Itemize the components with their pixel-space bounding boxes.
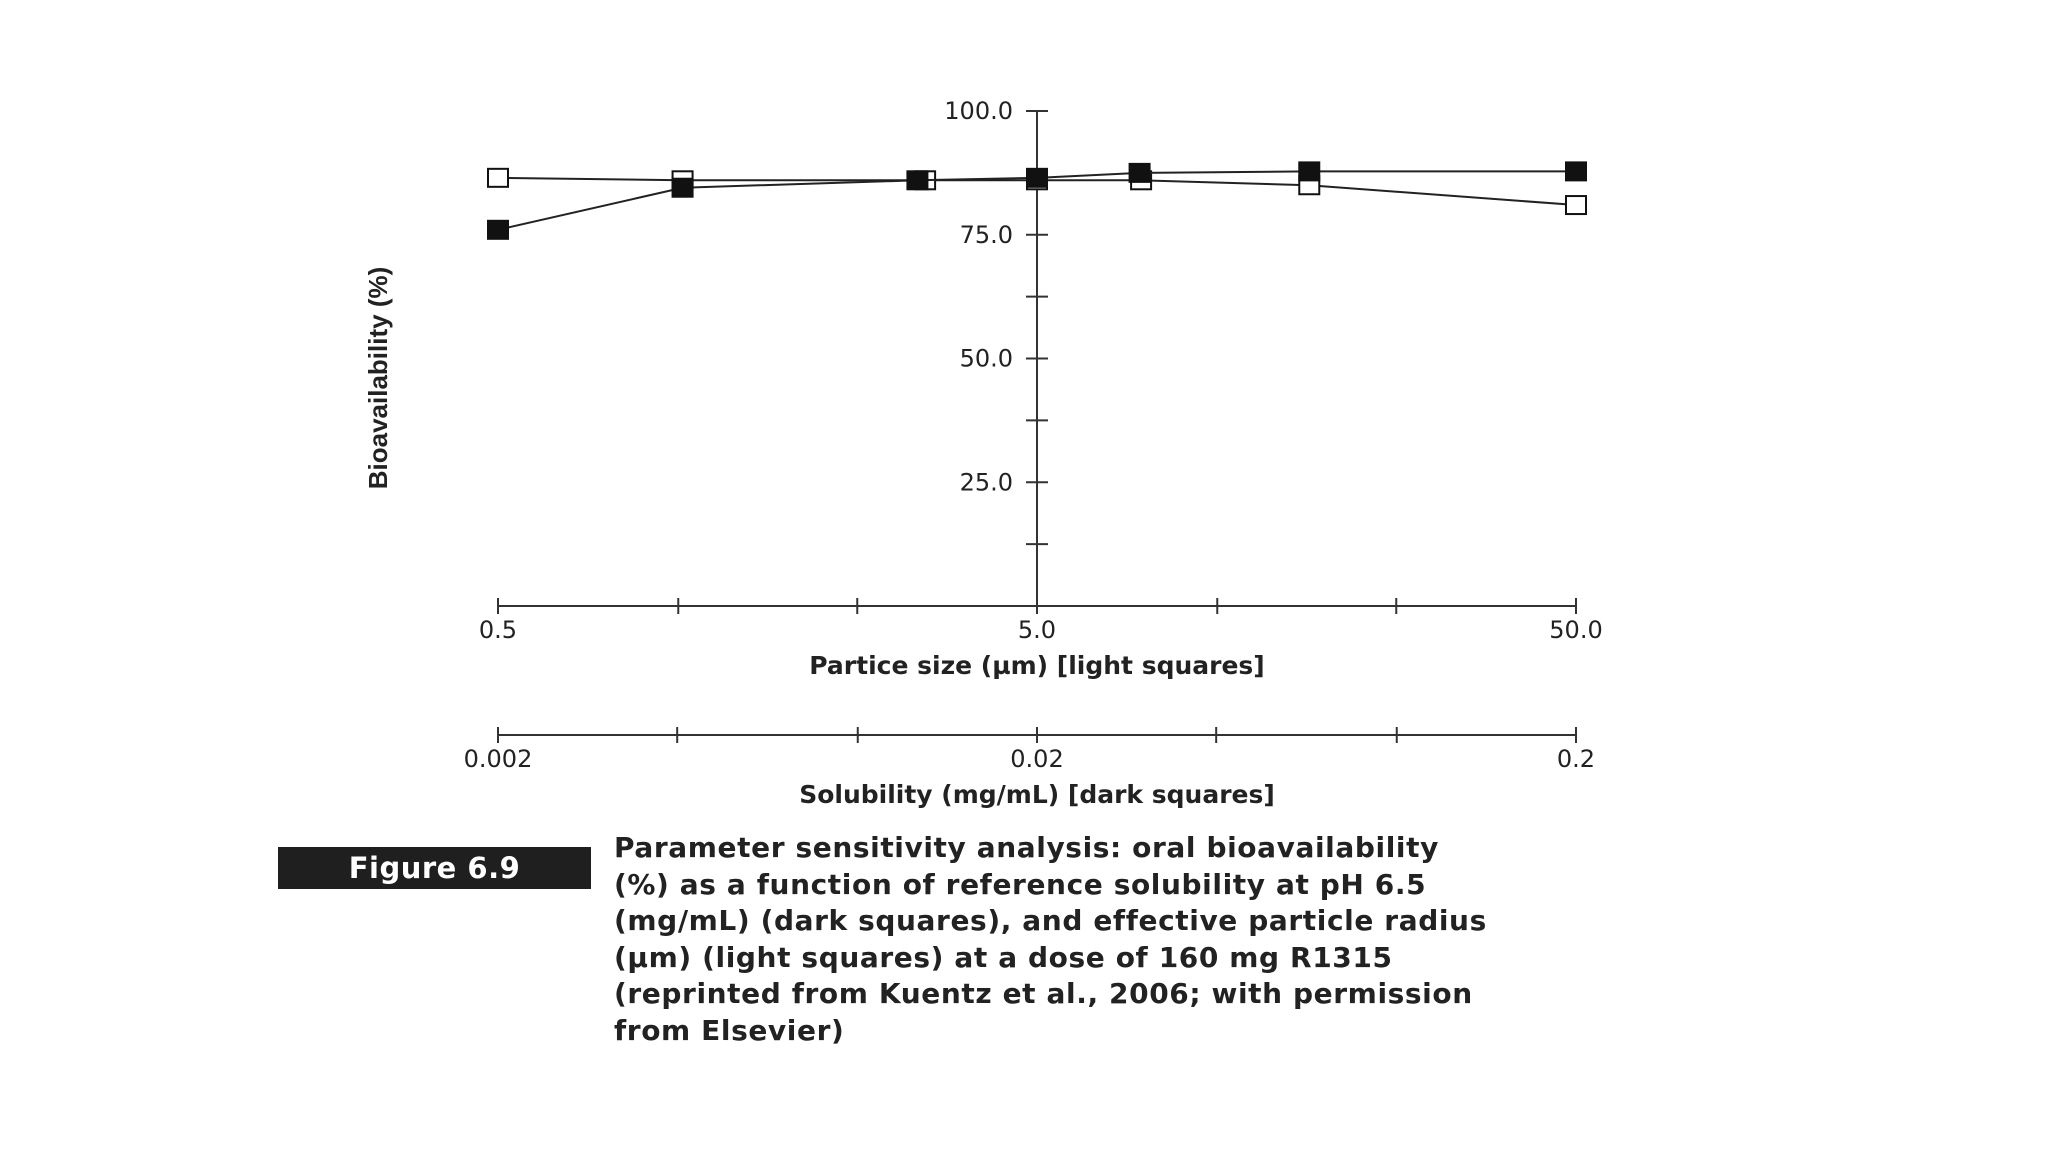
x-axes (464, 598, 1603, 809)
caption-line: (reprinted from Kuentz et al., 2006; with permission (614, 977, 1473, 1010)
data-point-filled-square (907, 171, 927, 189)
data-point-filled-square (1027, 169, 1047, 187)
data-point-open-square (1566, 196, 1586, 214)
solubility-tick-label: 0.002 (463, 745, 533, 773)
data-point-open-square (488, 169, 508, 187)
figure-label: Figure 6.9 (278, 847, 591, 889)
data-point-filled-square (673, 179, 693, 197)
caption-line: from Elsevier) (614, 1013, 845, 1047)
caption-line: (µm) (light squares) at a dose of 160 mg R1315 (614, 940, 1393, 974)
particle-x-axis (479, 598, 1603, 680)
solubility-x-axis (464, 727, 1595, 809)
particle-tick-label: 50.0 (1549, 616, 1603, 644)
particle-tick-label: 0.5 (478, 616, 518, 644)
y-tick-label: 75.0 (959, 220, 1013, 249)
particle-tick-label: 5.0 (1017, 616, 1057, 644)
solubility-tick-label: 0.2 (1556, 745, 1596, 773)
solubility-axis-title: Solubility (mg/mL) [dark squares] (799, 780, 1275, 809)
caption-line: Parameter sensitivity analysis: oral bioavailability (614, 831, 1439, 864)
data-point-filled-square (1130, 164, 1150, 182)
caption-line: (mg/mL) (dark squares), and effective particle radius (614, 904, 1487, 937)
caption-line: (%) as a function of reference solubility at pH 6.5 (614, 867, 1427, 901)
data-point-filled-square (1299, 162, 1319, 180)
particle-axis-title: Partice size (µm) [light squares] (809, 651, 1265, 680)
solubility-tick-label: 0.02 (1010, 745, 1064, 773)
data-point-filled-square (1566, 162, 1586, 180)
figure-caption (614, 830, 1724, 1049)
y-tick-label: 25.0 (959, 468, 1013, 497)
y-tick-label: 50.0 (959, 344, 1013, 373)
y-axis-title: Bioavailability (%) (363, 266, 393, 490)
data-point-filled-square (488, 221, 508, 239)
y-tick-label: 100.0 (944, 97, 1013, 125)
